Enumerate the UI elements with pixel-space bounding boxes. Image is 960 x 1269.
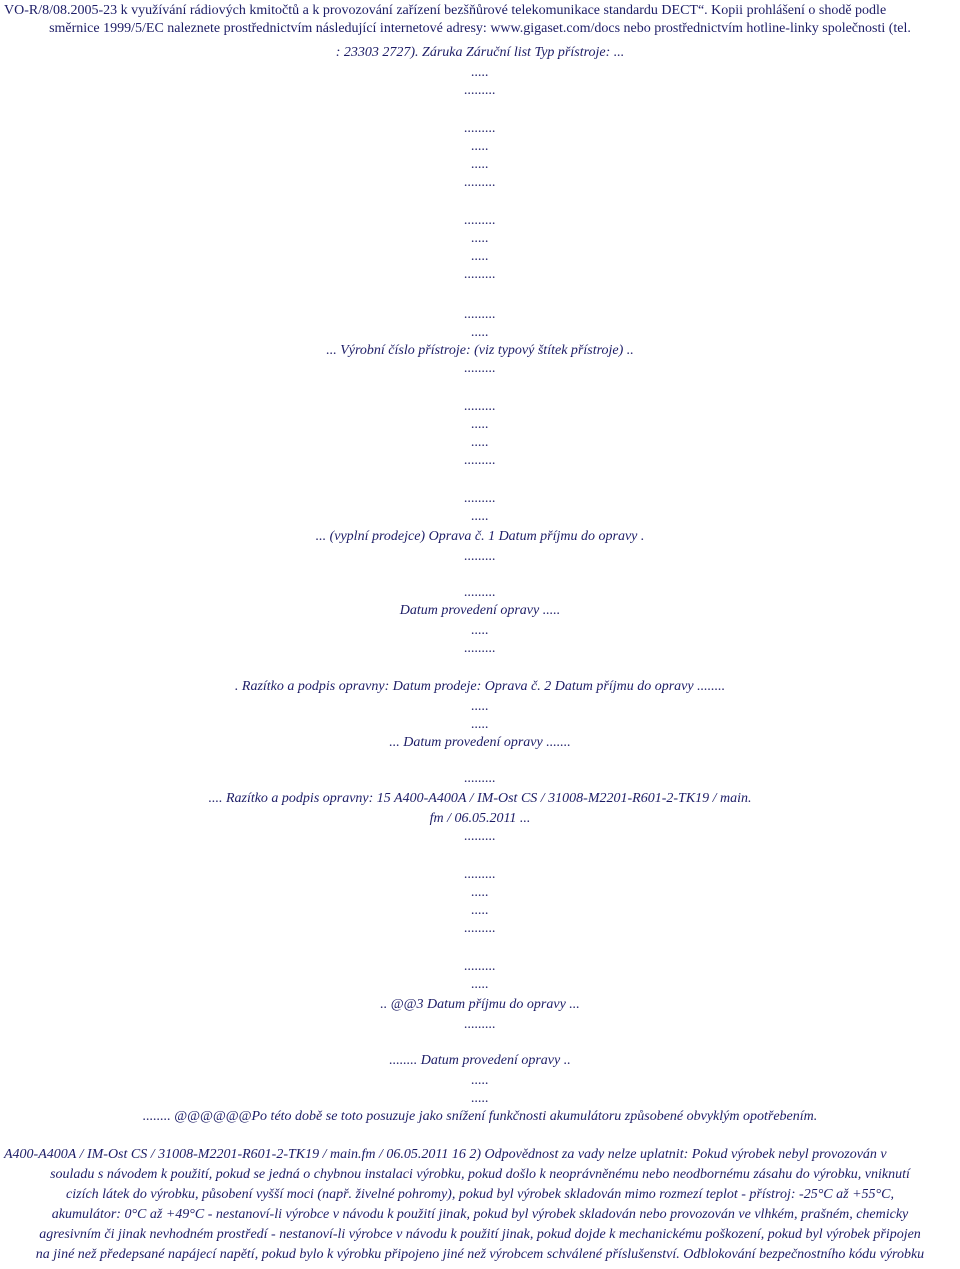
form-line: .....	[471, 249, 489, 264]
form-line: .........	[464, 829, 496, 844]
form-line: .....	[471, 1091, 489, 1106]
form-line: .........	[464, 771, 496, 786]
stamp-line: .... Razítko a podpis opravny: 15 A400-A400A / IM-Ost CS / 31008-M2201-R601-2-TK19 / main.	[208, 791, 752, 806]
header-line-1: VO-R/8/08.2005-23 k využívání rádiových kmitočtů a k provozování zařízení bezšňůrové telekomunikace standardu DECT“. Kopii prohlášení o shodě podle	[4, 3, 887, 18]
form-line: .........	[464, 213, 496, 228]
form-line: .........	[464, 491, 496, 506]
header-line-2: směrnice 1999/5/EC naleznete prostřednictvím následující internetové adresy: www.gigaset.com/docs nebo prostřednictvím hotline-linky společnosti (tel.	[49, 21, 911, 36]
form-line: .....	[471, 1073, 489, 1088]
form-line: .........	[464, 641, 496, 656]
form-line: .........	[464, 83, 496, 98]
form-line: .....	[471, 903, 489, 918]
repair-date-line: Datum provedení opravy .....	[399, 603, 561, 618]
serial-number-line: ... Výrobní číslo přístroje: (viz typový štítek přístroje) ..	[326, 343, 634, 358]
form-line: .........	[464, 361, 496, 376]
footer-line-3: cizích látek do výrobku, působení vyšší moci (např. živelné pohromy), pokud byl výrobek skladován mimo rozmezí teplot - přístroj: -25°C až +55°C,	[66, 1187, 894, 1202]
repair-date-line: ........ Datum provedení opravy ..	[389, 1053, 571, 1068]
header-line-3: : 23303 2727). Záruka Záruční list Typ přístroje: ...	[335, 45, 625, 60]
form-line: .....	[471, 65, 489, 80]
form-line: .....	[471, 717, 489, 732]
footer-line-2: souladu s návodem k použití, pokud se jedná o chybnou instalaci výrobku, pokud došlo k neoprávněnému nebo neodbornému zásahu do výrobku, vniknutí	[50, 1167, 910, 1182]
form-line: .........	[464, 921, 496, 936]
form-line: .........	[464, 175, 496, 190]
form-line: .....	[471, 699, 489, 714]
footer-line-5: agresivním či jinak nevhodném prostředí - nestanoví-li výrobce v návodu k použití jinak, pokud dojde k mechanickému poškození, pokud byl výrobek připojen	[39, 1227, 921, 1242]
form-line: .....	[471, 435, 489, 450]
form-line: .....	[471, 231, 489, 246]
repair-1-line: ... (vyplní prodejce) Oprava č. 1 Datum příjmu do opravy .	[315, 529, 645, 544]
repair-date-line: ... Datum provedení opravy .......	[389, 735, 571, 750]
form-line: .........	[464, 867, 496, 882]
footer-line-1: A400-A400A / IM-Ost CS / 31008-M2201-R601-2-TK19 / main.fm / 06.05.2011 16 2) Odpovědnost za vady nelze uplatnit: Pokud výrobek nebyl provozován v	[4, 1147, 887, 1162]
form-line: .....	[471, 509, 489, 524]
form-line: .....	[471, 885, 489, 900]
form-line: .....	[471, 157, 489, 172]
form-line: .........	[464, 307, 496, 322]
form-line: .....	[471, 325, 489, 340]
repair-3-line: .. @@3 Datum příjmu do opravy ...	[380, 997, 580, 1012]
form-line: .........	[464, 585, 496, 600]
form-line: .....	[471, 139, 489, 154]
form-line: .........	[464, 453, 496, 468]
footer-line-4: akumulátor: 0°C až +49°C - nestanoví-li výrobce v návodu k použití jinak, pokud byl výrobek skladován nebo provozován ve vlhkém, prašném, chemicky	[51, 1207, 909, 1222]
form-line: .........	[464, 549, 496, 564]
form-line: .....	[471, 623, 489, 638]
form-line: .........	[464, 399, 496, 414]
battery-wear-note: ........ @@@@@@Po této době se toto posuzuje jako snížení funkčnosti akumulátoru způsobené obvyklým opotřebením.	[142, 1109, 818, 1124]
form-line: .....	[471, 977, 489, 992]
stamp-line: . Razítko a podpis opravny: Datum prodeje: Oprava č. 2 Datum příjmu do opravy ........	[234, 679, 726, 694]
file-reference-line: fm / 06.05.2011 ...	[429, 811, 531, 826]
form-line: .........	[464, 959, 496, 974]
form-line: .........	[464, 267, 496, 282]
form-line: .........	[464, 121, 496, 136]
form-line: .....	[471, 417, 489, 432]
form-line: .........	[464, 1017, 496, 1032]
footer-line-6: na jiné než předepsané napájecí napětí, pokud bylo k výrobku připojeno jiné než výrobcem schválené příslušenství. Odblokování bezpečnostního kódu výrobku	[35, 1247, 925, 1262]
